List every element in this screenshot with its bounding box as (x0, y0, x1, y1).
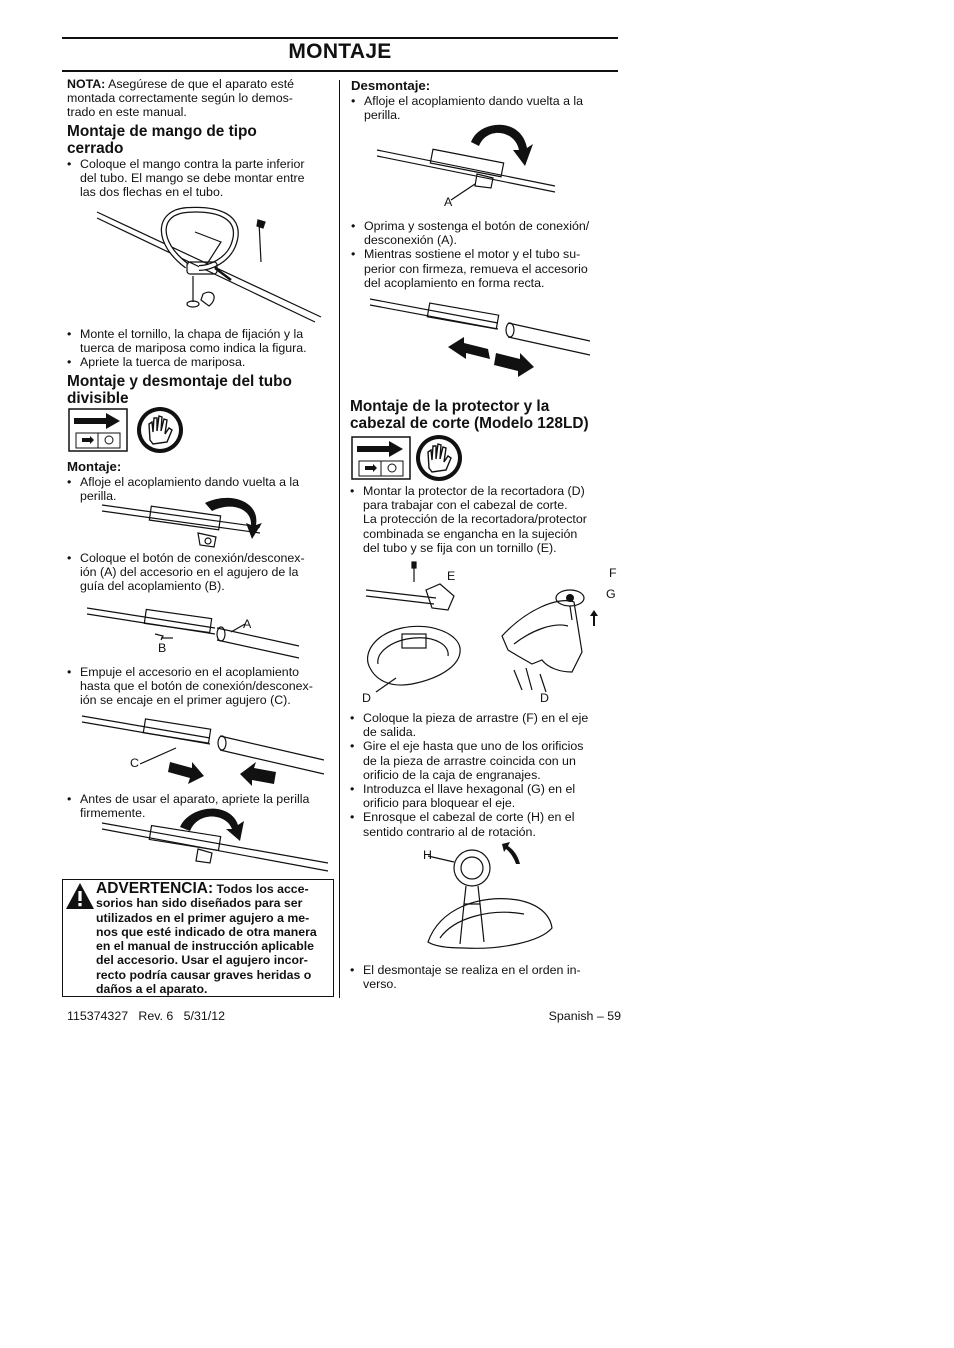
cutting-head-illustration (420, 838, 560, 958)
desmontaje-bullet-1: • Afloje el acoplamiento dando vuelta a la perilla. (351, 94, 613, 122)
desmontaje-bullets-2: • Oprima y sostenga el botón de conexión/ desconexión (A). • Mientras sostiene el motor y el tubo su- perior con firmeza, remueva el accesorio del acoplamiento en forma recta. (351, 219, 613, 290)
montaje-bullet-1: • Afloje el acoplamiento dando vuelta a la perilla. (67, 475, 333, 503)
mango-bullets-2: • Monte el tornillo, la chapa de fijación y la tuerca de mariposa como indica la figura. • Apriete la tuerca de mariposa. (67, 327, 333, 370)
desmontaje-pull-illustration (368, 293, 593, 385)
protector-bullet-6: • El desmontaje se realiza en el orden in- verso. (350, 963, 614, 991)
footer-page-number: Spanish – 59 (548, 1009, 621, 1023)
gloves-icon-2 (415, 434, 463, 482)
warning-head: ADVERTENCIA: (96, 880, 214, 897)
desmontaje-label: Desmontaje: (351, 78, 431, 93)
label-d-right: D (540, 691, 549, 705)
heading-mango: Montaje de mango de tipo cerrado (67, 123, 257, 157)
montaje-label: Montaje: (67, 459, 122, 474)
column-divider (339, 80, 340, 998)
label-b-insert: B (158, 641, 167, 655)
label-c-push: C (130, 756, 139, 770)
warning-text: ADVERTENCIA: Todos los acce- sorios han sido diseñados para ser utilizados en el primer agujero a me- nos que esté indicado de otra manera en el manual de instrucción aplicable del accesorio. Usar el agujero incor- recto podría causar graves heridas o daños a el aparato. (96, 880, 317, 997)
heading-protector: Montaje de la protector y la cabezal de corte (Modelo 128LD) (350, 398, 589, 432)
nota-label: NOTA: (67, 77, 106, 91)
coupling-push-illustration (80, 710, 330, 792)
label-a-insert: A (243, 617, 252, 631)
label-h: H (423, 848, 432, 862)
label-g: G (606, 587, 616, 601)
top-rule (62, 37, 618, 39)
title-underline (62, 70, 618, 72)
coupling-tighten-illustration (100, 805, 330, 875)
label-f: F (609, 566, 617, 580)
montaje-bullet-2: • Coloque el botón de conexión/desconex- ión (A) del accesorio en el agujero de la guía del acoplamiento (B). (67, 551, 333, 594)
footer-doc-id: 115374327 Rev. 6 5/31/12 (67, 1009, 225, 1023)
closed-handle-illustration (95, 202, 325, 324)
read-manual-icon (68, 408, 128, 452)
left-column (67, 77, 333, 120)
page-title: MONTAJE (288, 40, 392, 63)
nota-paragraph: NOTA: Asegúrese de que el aparato esté montada correctamente según lo demos- trado en este manual. (67, 77, 295, 120)
gloves-icon (136, 406, 184, 454)
trimmer-guard-illustration (362, 560, 617, 700)
label-e: E (447, 569, 456, 583)
warning-box (62, 879, 334, 997)
warning-triangle-icon (65, 882, 95, 910)
label-d-left: D (362, 691, 371, 705)
protector-bullets-2: • Coloque la pieza de arrastre (F) en el eje de salida. • Gire el eje hasta que uno de los orificios de la pieza de arrastre coincida con un orificio de la caja de engranajes. • Introduzca el llave hexagonal (G) en el orificio para bloquear el eje. • Enrosque el cabezal de corte (H) en el sentido contrario al de rotación. (350, 711, 614, 839)
heading-tubo: Montaje y desmontaje del tubo divisible (67, 373, 292, 407)
read-manual-icon-2 (351, 436, 411, 480)
desmontaje-loosen-illustration (375, 122, 565, 212)
protector-bullet-1: • Montar la protector de la recortadora (D) para trabajar con el cabezal de corte. La protección de la recortadora/protector combinada se engancha en la sujeción del tubo y se fija con un tornillo (E). (350, 484, 614, 555)
label-a-desmontaje: A (444, 195, 453, 209)
montaje-bullet-4: • Antes de usar el aparato, apriete la perilla firmemente. (67, 792, 333, 820)
montaje-bullet-3: • Empuje el accesorio en el acoplamiento hasta que el botón de conexión/desconex- ión se encaje en el primer agujero (C). (67, 665, 333, 708)
coupling-loosen-illustration (100, 495, 265, 555)
mango-bullet-1: • Coloque el mango contra la parte inferior del tubo. El mango se debe montar entre las dos flechas en el tubo. (67, 157, 333, 200)
coupling-insert-illustration (85, 602, 305, 664)
